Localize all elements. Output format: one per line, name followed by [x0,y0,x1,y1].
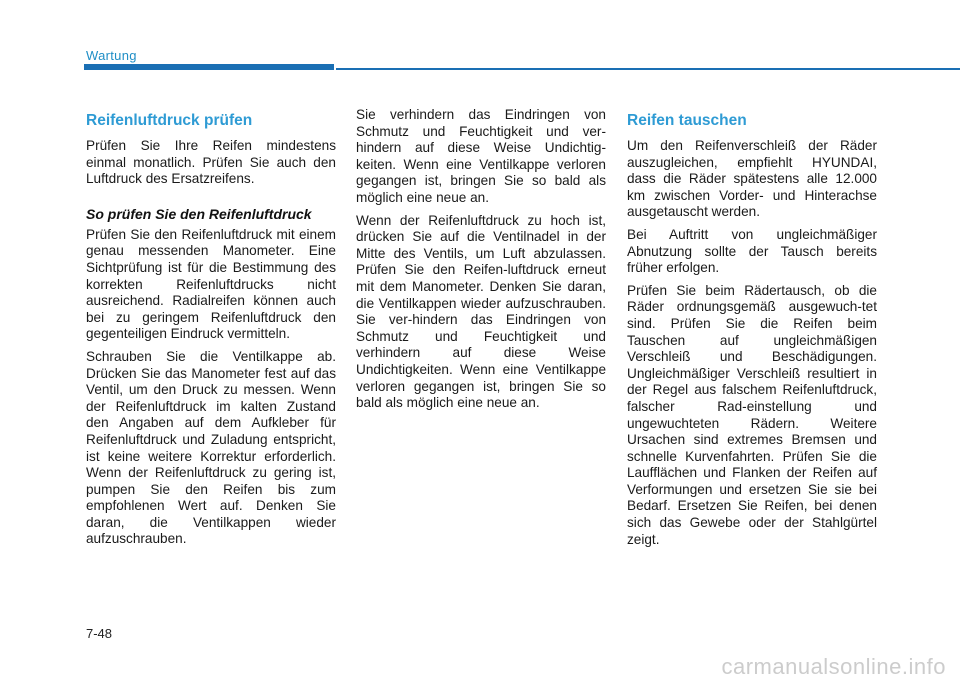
header-rule-thick [84,64,334,70]
paragraph-valve-cap: Schrauben Sie die Ventilkappe ab. Drücken Sie das Manometer fest auf das Ventil, um den Druck zu messen. Wenn der Reifenluftdruck im kalten Zustand den Angaben auf dem Aufkleber für Reifenluftdruck und Zuladung entspricht, ist keine weitere Korrektur erforderlich. Wenn der Reifenluftdruck zu gering ist, pumpen Sie den Reifen bis zum empfohlenen Wert auf. Denken Sie daran, die Ventilkappen wieder aufzuschrauben. [86,348,336,547]
paragraph-rotation-interval: Um den Reifenverschleiß der Räder auszugleichen, empfiehlt HYUNDAI, dass die Räder spätestens alle 12.000 km zwischen Vorder- und Hinterachse ausgetauscht werden. [627,138,877,220]
page-number: 7-48 [86,626,113,641]
section-heading-tire-pressure: Reifenluftdruck prüfen [86,112,253,129]
paragraph-valve-cap-purpose: Sie verhindern das Eindringen von Schmutz und Feuchtigkeit und ver-hindern auf diese Weise Undichtig-keiten. Wenn eine Ventilkappe verloren gegangen ist, bringen Sie so bald als möglich eine neue an. [356,107,606,205]
watermark: carmanualsonline.info [721,654,946,679]
paragraph-intro: Prüfen Sie Ihre Reifen mindestens einmal monatlich. Prüfen Sie auch den Luftdruck des Ersatzreifens. [86,138,336,187]
section-label: Wartung [86,48,137,63]
subheading-how-to-check: So prüfen Sie den Reifenluftdruck [86,205,312,222]
paragraph-uneven-wear: Bei Auftritt von ungleichmäßiger Abnutzung sollte der Tausch bereits früher erfolgen. [627,226,877,276]
column-2 [356,107,606,418]
paragraph-pressure-too-high: Wenn der Reifenluftdruck zu hoch ist, drücken Sie auf die Ventilnadel in der Mitte des Ventils, um Luft abzulassen. Prüfen Sie den Reifen-luftdruck erneut mit dem Manometer. Denken Sie daran, die Ventilkappen wieder aufzuschrauben. Sie ver-hindern das Eindringen von Schmutz und Feuchtigkeit und verhindern auf diese Weise Undichtigkeiten. Wenn eine Ventilkappe verloren gegangen ist, bringen Sie so bald als möglich eine neue an. [356,212,606,411]
column-3 [627,112,877,554]
section-heading-tire-rotation: Reifen tauschen [627,112,747,129]
column-1 [86,112,336,554]
paragraph-balancing: Prüfen Sie beim Rädertausch, ob die Räder ordnungsgemäß ausgewuch-tet sind. Prüfen Sie die Reifen beim Tauschen auf ungleichmäßigen Verschleiß und Beschädigungen. Ungleichmäßiger Verschleiß resultiert in der Regel aus falschem Reifenluftdruck, falscher Rad-einstellung und ungewuchteten Rädern. Weitere Ursachen sind extremes Bremsen und schnelle Kurvenfahrten. Prüfen Sie die Laufflächen und Flanken der Reifen auf Verformungen und ersetzen Sie sie bei Bedarf. Ersetzen Sie Reifen, bei denen sich das Gewebe oder der Stahlgürtel zeigt. [627,282,877,547]
header-rule-thin [336,68,960,70]
paragraph-gauge: Prüfen Sie den Reifenluftdruck mit einem genau messenden Manometer. Eine Sichtprüfung ist für die Bestimmung des korrekten Reifenluftdrucks nicht ausreichend. Radialreifen können auch bei zu geringem Reifenluftdruck den gegenteiligen Eindruck vermitteln. [86,226,336,342]
